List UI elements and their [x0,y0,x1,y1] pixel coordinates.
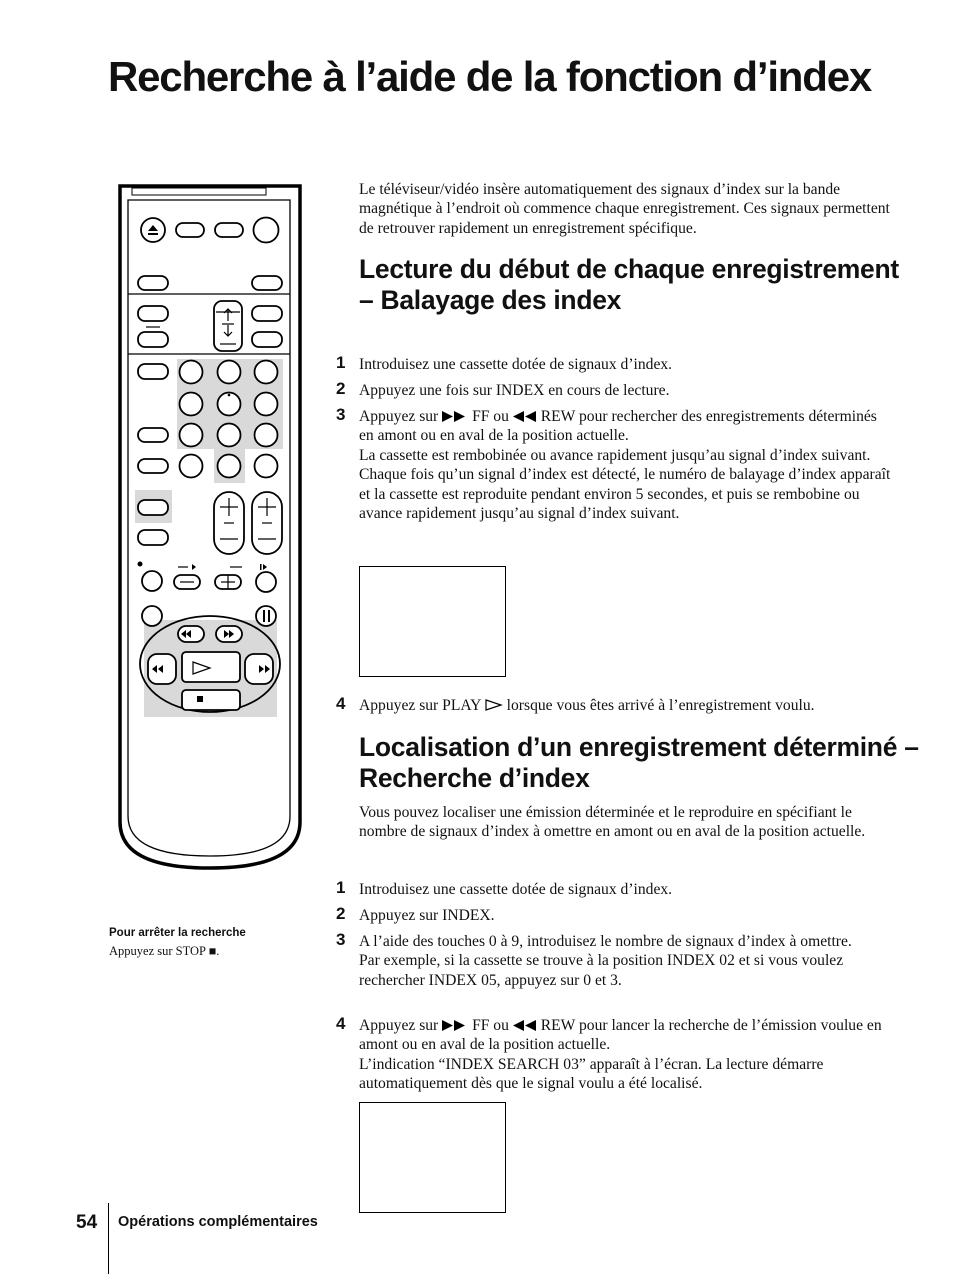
step-text [359,932,894,990]
play-icon [485,699,503,711]
step-extra: La cassette est rembobinée ou avance rapidement jusqu’au signal d’index suivant. [359,446,871,464]
step-number: 1 [336,353,346,372]
remote-control-illustration [118,182,308,872]
step-text-rew: REW pour rechercher des enregistrements déterminés en amont ou en aval de la position actuelle. [359,408,877,445]
rewind-icon [513,411,537,422]
step-text: Introduisez une cassette dotée de signaux d’index. [359,356,673,373]
footer-section-title: Opérations complémentaires [118,1214,318,1230]
tv-screen-placeholder [359,1102,506,1213]
step-text-pre: Appuyez sur [359,1017,439,1034]
footer-divider [108,1203,109,1274]
step-number: 4 [336,1014,346,1033]
rewind-icon [513,1020,537,1031]
step-text [359,696,894,715]
step-text: Introduisez une cassette dotée de signaux d’index. [359,881,673,898]
step-text: Appuyez une fois sur INDEX en cours de lecture. [359,382,670,399]
step-text-rew: REW pour lancer la recherche de l’émission voulue en amont ou en aval de la position actuelle. [359,1017,882,1054]
step-text-ff: FF ou [472,1017,509,1034]
step-text: Appuyez sur INDEX. [359,907,495,924]
intro-paragraph: Le téléviseur/vidéo insère automatiquement des signaux d’index sur la bande magnétique à l’endroit où commence chaque enregistrement. Ces signaux permettent de retrouver rapidement un enregistrement spécifique. [359,181,890,237]
section2-heading: Localisation d’un enregistrement déterminé – Recherche d’index [359,732,919,793]
step-extra: L’indication “INDEX SEARCH 03” apparaît à l’écran. La lecture démarre automatiquement dès que le signal voulu a été localisé. [359,1055,824,1093]
step-number: 1 [336,878,346,897]
step-text-pre: Appuyez sur [359,408,439,425]
step-text-ff: FF ou [472,408,509,425]
fast-forward-icon [442,411,468,422]
step-extra: Par exemple, si la cassette se trouve à la position INDEX 02 et si vous voulez rechercher INDEX 05, appuyez sur 0 et 3. [359,952,844,989]
stop-note-heading: Pour arrêter la recherche [109,927,246,939]
step-number: 2 [336,904,346,923]
tv-screen-placeholder [359,566,506,677]
stop-note-text: Appuyez sur STOP ■. [109,944,220,958]
step-number: 3 [336,930,346,949]
step-text [359,407,894,523]
step-text-post: lorsque vous êtes arrivé à l’enregistrement voulu. [506,697,815,714]
section2-intro: Vous pouvez localiser une émission déterminée et le reproduire en spécifiant le nombre de signaux d’index à omettre en amont ou en aval de la position actuelle. [359,804,866,841]
fast-forward-icon [442,1020,468,1031]
step-number: 2 [336,379,346,398]
page-number: 54 [76,1212,98,1233]
page-title: Recherche à l’aide de la fonction d’index [108,53,872,100]
step-text [359,1016,894,1094]
step-number: 4 [336,694,346,713]
section1-heading: Lecture du début de chaque enregistrement – Balayage des index [359,254,899,315]
step-extra: Chaque fois qu’un signal d’index est détecté, le numéro de balayage d’index apparaît et la cassette est reproduite pendant environ 5 secondes, et puis se rembobine ou avance rapidement jusqu’au signal d’index suivant. [359,466,891,523]
step-main: A l’aide des touches 0 à 9, introduisez le nombre de signaux d’index à omettre. [359,933,852,950]
step-number: 3 [336,405,346,424]
step-text-pre: Appuyez sur PLAY [359,697,481,714]
